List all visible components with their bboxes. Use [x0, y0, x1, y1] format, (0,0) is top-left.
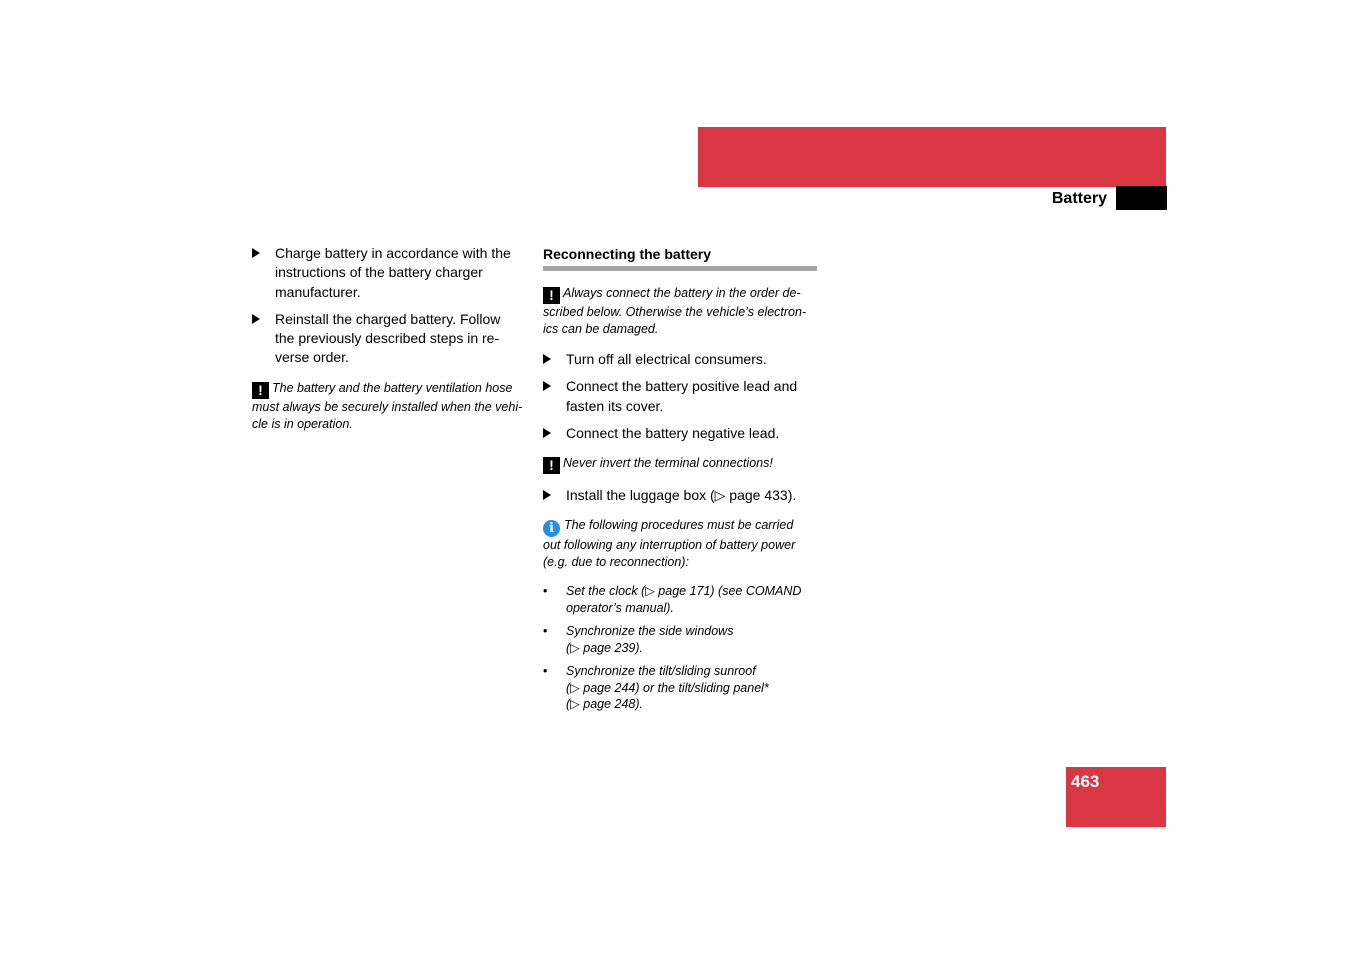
warning-note-ventilation: ! The battery and the battery ventilation hose must always be securely installed when the vehi- cle is in operation. [252, 380, 523, 431]
chapter-header-band [698, 127, 1166, 187]
bullet-dot-icon: • [543, 584, 548, 599]
section-title: Battery [1051, 190, 1107, 207]
bullet-dot-icon: • [543, 624, 548, 639]
list-item-sync-sunroof: • Synchronize the tilt/sliding sunroof (▷ page 244) or the tilt/sliding panel* (▷ page 248). [543, 664, 769, 712]
page-number: 463 [1071, 772, 1100, 791]
left-column [252, 244, 528, 445]
arrow-bullet-icon [543, 490, 551, 500]
step-connect-negative: Connect the battery negative lead. [543, 424, 817, 443]
step-turn-off-consumers: Turn off all electrical consumers. [543, 350, 817, 369]
arrow-bullet-icon [543, 428, 551, 438]
middle-column [543, 244, 817, 720]
step-reinstall-battery: Reinstall the charged battery. Follow the previously described steps in re- verse order. [252, 310, 528, 368]
info-icon: i [543, 520, 560, 537]
warning-icon: ! [252, 382, 269, 399]
warning-note-order: ! Always connect the battery in the order de- scribed below. Otherwise the vehicle’s electron- ics can be damaged. [543, 286, 807, 336]
chapter-title: Practical hints [1172, 158, 1292, 177]
arrow-bullet-icon [543, 354, 551, 364]
list-item-sync-side-windows: • Synchronize the side windows (▷ page 239). [543, 624, 734, 655]
section-tab-marker [1116, 186, 1167, 210]
step-charge-battery: Charge battery in accordance with the instructions of the battery charger manufacturer. [252, 244, 528, 302]
list-item-set-clock: • Set the clock (▷ page 171) (see COMAND operator’s manual). [543, 584, 802, 615]
info-note-procedures: i The following procedures must be carried out following any interruption of battery power (e.g. due to reconnection): [543, 518, 796, 570]
warning-icon: ! [543, 457, 560, 474]
bullet-dot-icon: • [543, 664, 548, 679]
subheading-reconnecting: Reconnecting the battery [543, 244, 817, 271]
step-install-luggage-box: Install the luggage box (▷ page 433). [543, 486, 817, 505]
warning-note-terminals: ! Never invert the terminal connections! [543, 455, 817, 474]
arrow-bullet-icon [252, 314, 260, 324]
step-connect-positive: Connect the battery positive lead and fasten its cover. [543, 377, 817, 416]
warning-icon: ! [543, 287, 560, 304]
arrow-bullet-icon [252, 248, 260, 258]
arrow-bullet-icon [543, 381, 551, 391]
